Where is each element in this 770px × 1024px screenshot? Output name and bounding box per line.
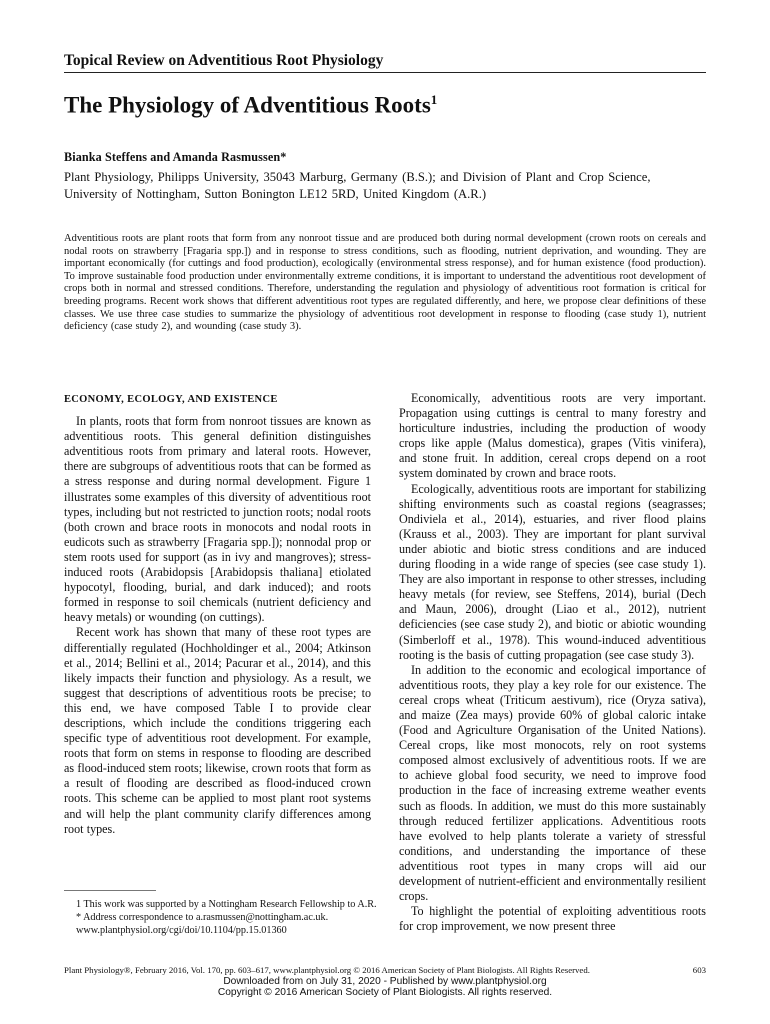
article-title xyxy=(64,92,706,119)
title-text: The Physiology of Adventitious Roots xyxy=(64,92,431,118)
copyright-line: Copyright © 2016 American Society of Plant Biologists. All rights reserved. xyxy=(217,987,553,999)
paragraph: In plants, roots that form from nonroot tissues are known as adventitious roots. This general definition distinguishes adventitious roots from primary and lateral roots. However, there are subgroups of adventitious roots that can be formed as a stress response and during normal development. Figure 1 illustrates some examples of this diversity of adventitious root types, including but not restricted to junction roots; nodal roots (both crown and brace roots in monocots and nodal roots in eudicots such as strawberry [Fragaria spp.]); nonnodal prop or stem roots used for support (as in ivy and mangroves); stress-induced roots (Arabidopsis [Arabidopsis thaliana] etiolated hypocotyl, flooding, burial, and dark induced); and roots formed in response to soil chemicals (nutrient deficiency and heavy metals) or wounding (on cuttings). xyxy=(64,414,371,625)
journal-citation: Plant Physiology®, February 2016, Vol. 170, pp. 603–617, www.plantphysiol.org © 2016 American Society of Plant Biologists. All Rights Reserved. xyxy=(64,965,590,975)
abstract: Adventitious roots are plant roots that form from any nonroot tissue and are produced both during normal development (crown roots on cereals and nodal roots on strawberry [Fragaria spp.]) and in response to stress conditions, such as flooding, nutrient deprivation, and wounding. They are important economically (for cuttings and food production), ecologically (environmental stress response), and for human existence (food production). To improve sustainable food production under environmentally extreme conditions, it is important to understand the adventitious root development of crops both in normal and stressed conditions. Therefore, understanding the regulation and physiology of adventitious root formation is critical for breeding programs. Recent work shows that different adventitious root types are regulated differently, and here, we propose clear definitions of these classes. We use three case studies to summarize the physiology of adventitious root development in response to flooding (case study 1), nutrient deficiency (case study 2), and wounding (case study 3). xyxy=(64,233,706,333)
affiliation: Plant Physiology, Philipps University, 35043 Marburg, Germany (B.S.); and Division of Plant and Crop Science, University of Nottingham, Sutton Bonington LE12 5RD, United Kingdom (A.R.) xyxy=(64,170,651,201)
download-line: Downloaded from on July 31, 2020 - Published by www.plantphysiol.org xyxy=(223,976,547,987)
left-column xyxy=(64,392,371,837)
footnote-divider xyxy=(64,890,156,891)
footnote-correspondence[interactable]: * Address correspondence to a.rasmussen@nottingham.ac.uk. xyxy=(76,911,329,923)
page-number: 603 xyxy=(692,965,706,975)
download-notice xyxy=(0,976,770,998)
paragraph: Recent work has shown that many of these root types are differentially regulated (Hochholdinger et al., 2004; Atkinson et al., 2014; Bellini et al., 2014; Pacurar et al., 2014), and this likely impacts their function and physiology. As a result, we suggest that descriptions of adventitious roots be precise; to this end, we have composed Table I to provide clear descriptions, which include the conditions triggering each specific type of adventitious root development. For example, roots that form on stems in response to flooding are described as flood-induced stem roots; likewise, crown roots that form as a result of flooding are described as flood-induced crown roots. This scheme can be applied to most plant root systems and will help the plant community clarify differences among root types. xyxy=(64,625,371,836)
footnote-doi-link[interactable]: www.plantphysiol.org/cgi/doi/10.1104/pp.15.01360 xyxy=(76,924,287,936)
author-list: Bianka Steffens and Amanda Rasmussen* xyxy=(64,150,287,164)
paragraph: To highlight the potential of exploiting adventitious roots for crop improvement, we now present three xyxy=(399,904,706,934)
footnote-funding: 1 This work was supported by a Nottingham Research Fellowship to A.R. xyxy=(76,899,377,910)
section-label: Topical Review on Adventitious Root Physiology xyxy=(64,52,706,73)
page-footer xyxy=(64,965,706,976)
paragraph: Economically, adventitious roots are very important. Propagation using cuttings is central to many forestry and horticulture industries, including the production of woody crops like apple (Malus domestica), grapes (Vitis vinifera), and stone fruit. In addition, cereal crops depend on a root system dominated by crown and brace roots. xyxy=(399,391,706,481)
footnotes xyxy=(64,899,382,937)
section-heading: ECONOMY, ECOLOGY, AND EXISTENCE xyxy=(64,394,278,405)
paragraph: Ecologically, adventitious roots are important for stabilizing shifting environments such as coastal regions (seagrasses; Ondiviela et al., 2014), estuaries, and river flood plains (Krauss et al., 2003). They are important for plant survival under abiotic and biotic stress conditions and are induced during flooding in a wide range of species (see case study 1). They are also important in response to other stresses, including heavy metals (for review, see Steffens, 2014), burial (Dech and Maun, 2006), drought (Liao et al., 2012), nutrient deficiencies (see case study 2), and biotic or abiotic wounding (Simberloff et al., 1978). This wound-induced adventitious rooting is the basis of cutting propagation (see case study 3). xyxy=(399,481,706,662)
paragraph: In addition to the economic and ecological importance of adventitious roots, they play a key role for our existence. The cereal crops wheat (Triticum aestivum), rice (Oryza sativa), and maize (Zea mays) provide 60% of global caloric intake (Food and Agriculture Organisation of the United Nations). Cereal crops, like most monocots, rely on root systems composed almost exclusively of adventitious roots. If we are to achieve global food security, we need to improve food production in the face of increasing extreme weather events such as floods. In addition, we must do this more sustainably through reduced fertilizer applications. Adventitious roots have evolved to help plants tolerate a variety of stressful conditions, and understanding the importance of these adventitious root types in many crops will aid our development of nutrient-efficient and environmentally resilient crops. xyxy=(399,662,706,904)
title-footnote-marker[interactable]: 1 xyxy=(430,92,438,107)
right-column xyxy=(399,391,706,934)
